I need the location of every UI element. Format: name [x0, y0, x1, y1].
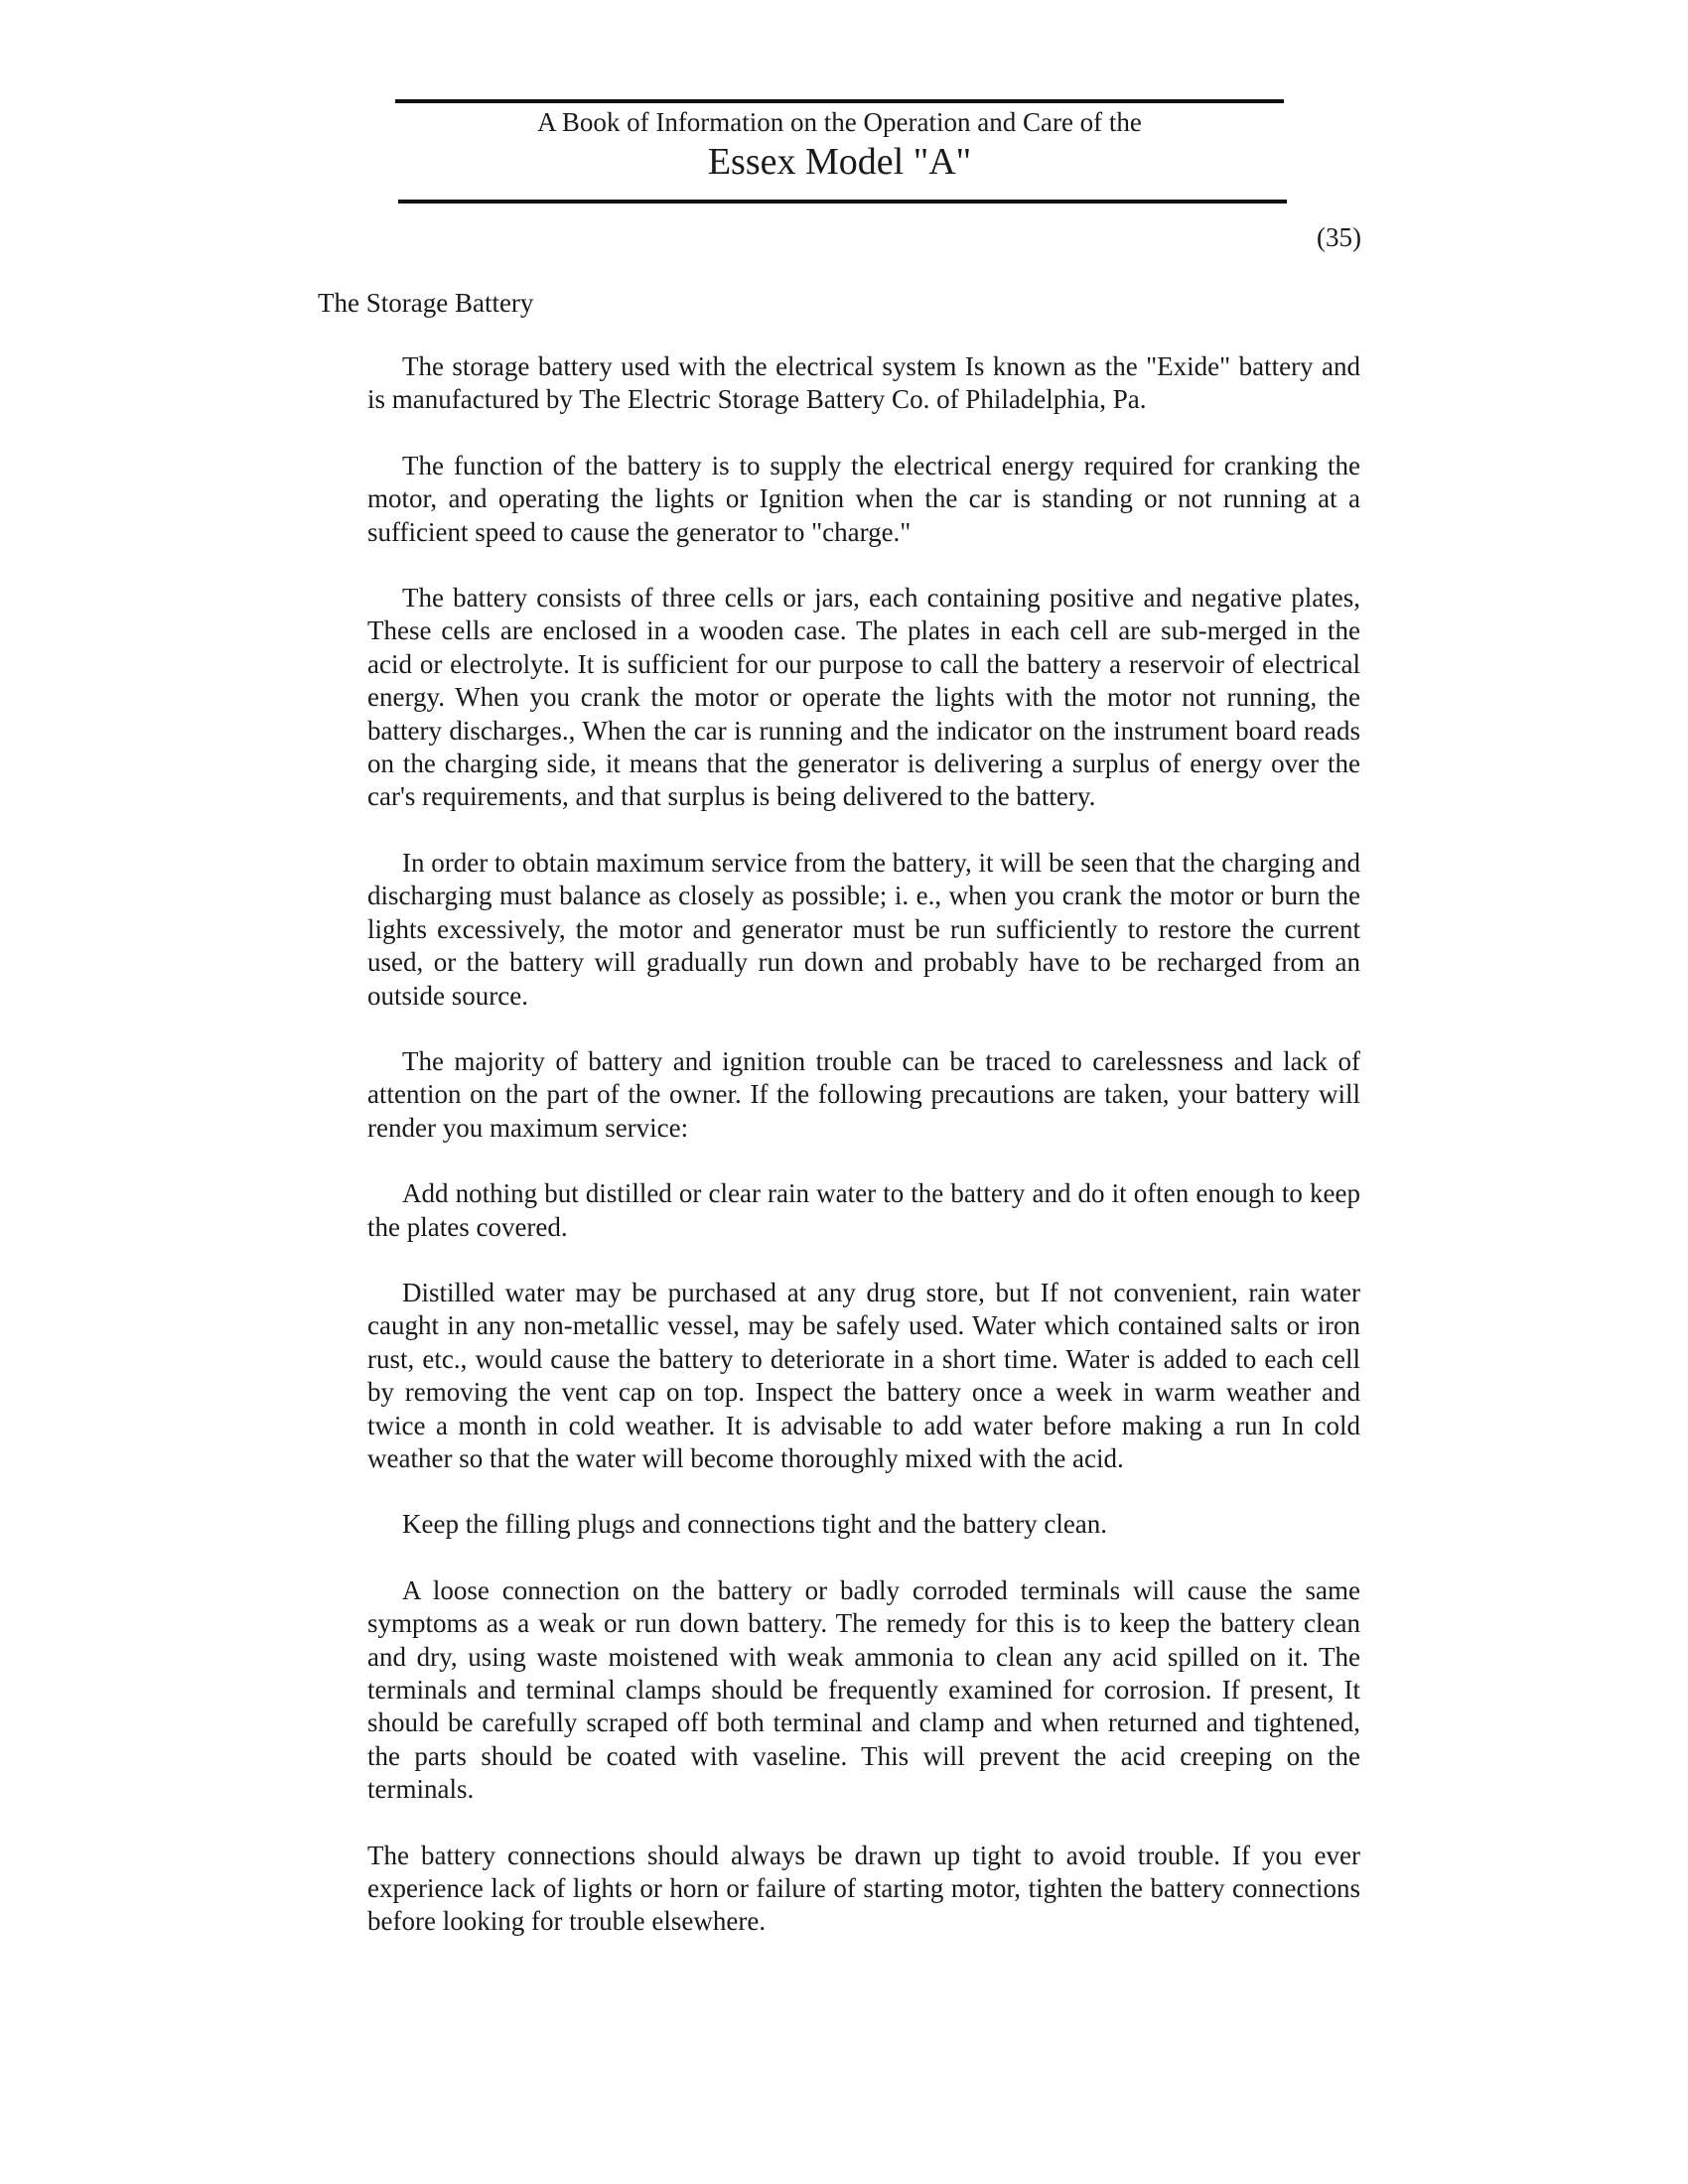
header-subtitle: A Book of Information on the Operation and Care of the: [537, 107, 1142, 137]
paragraph-7: Distilled water may be purchased at any drug store, but If not convenient, rain water caught in any non-metallic vessel, may be safely used. Water which contained salts or iron rust, etc., would cause the battery to deteriorate in a short time. Water is added to each cell by removing the vent cap on top. Inspect the battery once a week in warm weather and twice a month in cold weather. It is advisable to add water before making a run In cold weather so that the water will become thoroughly mixed with the acid.: [367, 1277, 1360, 1473]
page-number: (35): [1317, 222, 1361, 252]
section-heading: The Storage Battery: [318, 288, 534, 318]
paragraph-5: The majority of battery and ignition trouble can be traced to carelessness and lack of attention on the part of the owner. If the following precautions are taken, your battery will render you maximum service:: [367, 1045, 1360, 1143]
header-title: Essex Model "A": [707, 141, 972, 183]
header-top-rule: [395, 99, 1284, 103]
paragraph-9: A loose connection on the battery or badly corroded terminals will cause the same symptoms as a weak or run down battery. The remedy for this is to keep the battery clean and dry, using waste moistened with weak ammonia to clean any acid spilled on it. The terminals and terminal clamps should be frequently examined for corrosion. If present, It should be carefully scraped off both terminal and clamp and when returned and tightened, the parts should be coated with vaseline. This will prevent the acid creeping on the terminals.: [367, 1574, 1360, 1805]
paragraph-8: Keep the filling plugs and connections tight and the battery clean.: [402, 1509, 1108, 1540]
body-text: [367, 350, 1360, 1972]
paragraph-1: The storage battery used with the electrical system Is known as the "Exide" battery and is manufactured by The Electric Storage Battery Co. of Philadelphia, Pa.: [367, 351, 1360, 415]
paragraph-3: The battery consists of three cells or jars, each containing positive and negative plates, These cells are enclosed in a wooden case. The plates in each cell are sub-merged in the acid or electrolyte. It is sufficient for our purpose to call the battery a reservoir of electrical energy. When you crank the motor or operate the lights with the motor not running, the battery discharges., When the car is running and the indicator on the instrument board reads on the charging side, it means that the generator is delivering a surplus of energy over the car's requirements, and that surplus is being delivered to the battery.: [367, 583, 1360, 812]
paragraph-10: The battery connections should always be drawn up tight to avoid trouble. If you ever experience lack of lights or horn or failure of starting motor, tighten the battery connections before looking for trouble elsewhere.: [367, 1840, 1360, 1937]
header-bottom-rule: [398, 200, 1287, 204]
paragraph-4: In order to obtain maximum service from the battery, it will be seen that the charging and discharging must balance as closely as possible; i. e., when you crank the motor or burn the lights excessively, the motor and generator must be run sufficiently to restore the current used, or the battery will gradually run down and probably have to be recharged from an outside source.: [367, 847, 1360, 1011]
paragraph-6: Add nothing but distilled or clear rain water to the battery and do it often enough to keep the plates covered.: [367, 1178, 1360, 1242]
paragraph-2: The function of the battery is to supply the electrical energy required for cranking the motor, and operating the lights or Ignition when the car is standing or not running at a sufficient speed to cause the generator to "charge.": [367, 450, 1360, 547]
